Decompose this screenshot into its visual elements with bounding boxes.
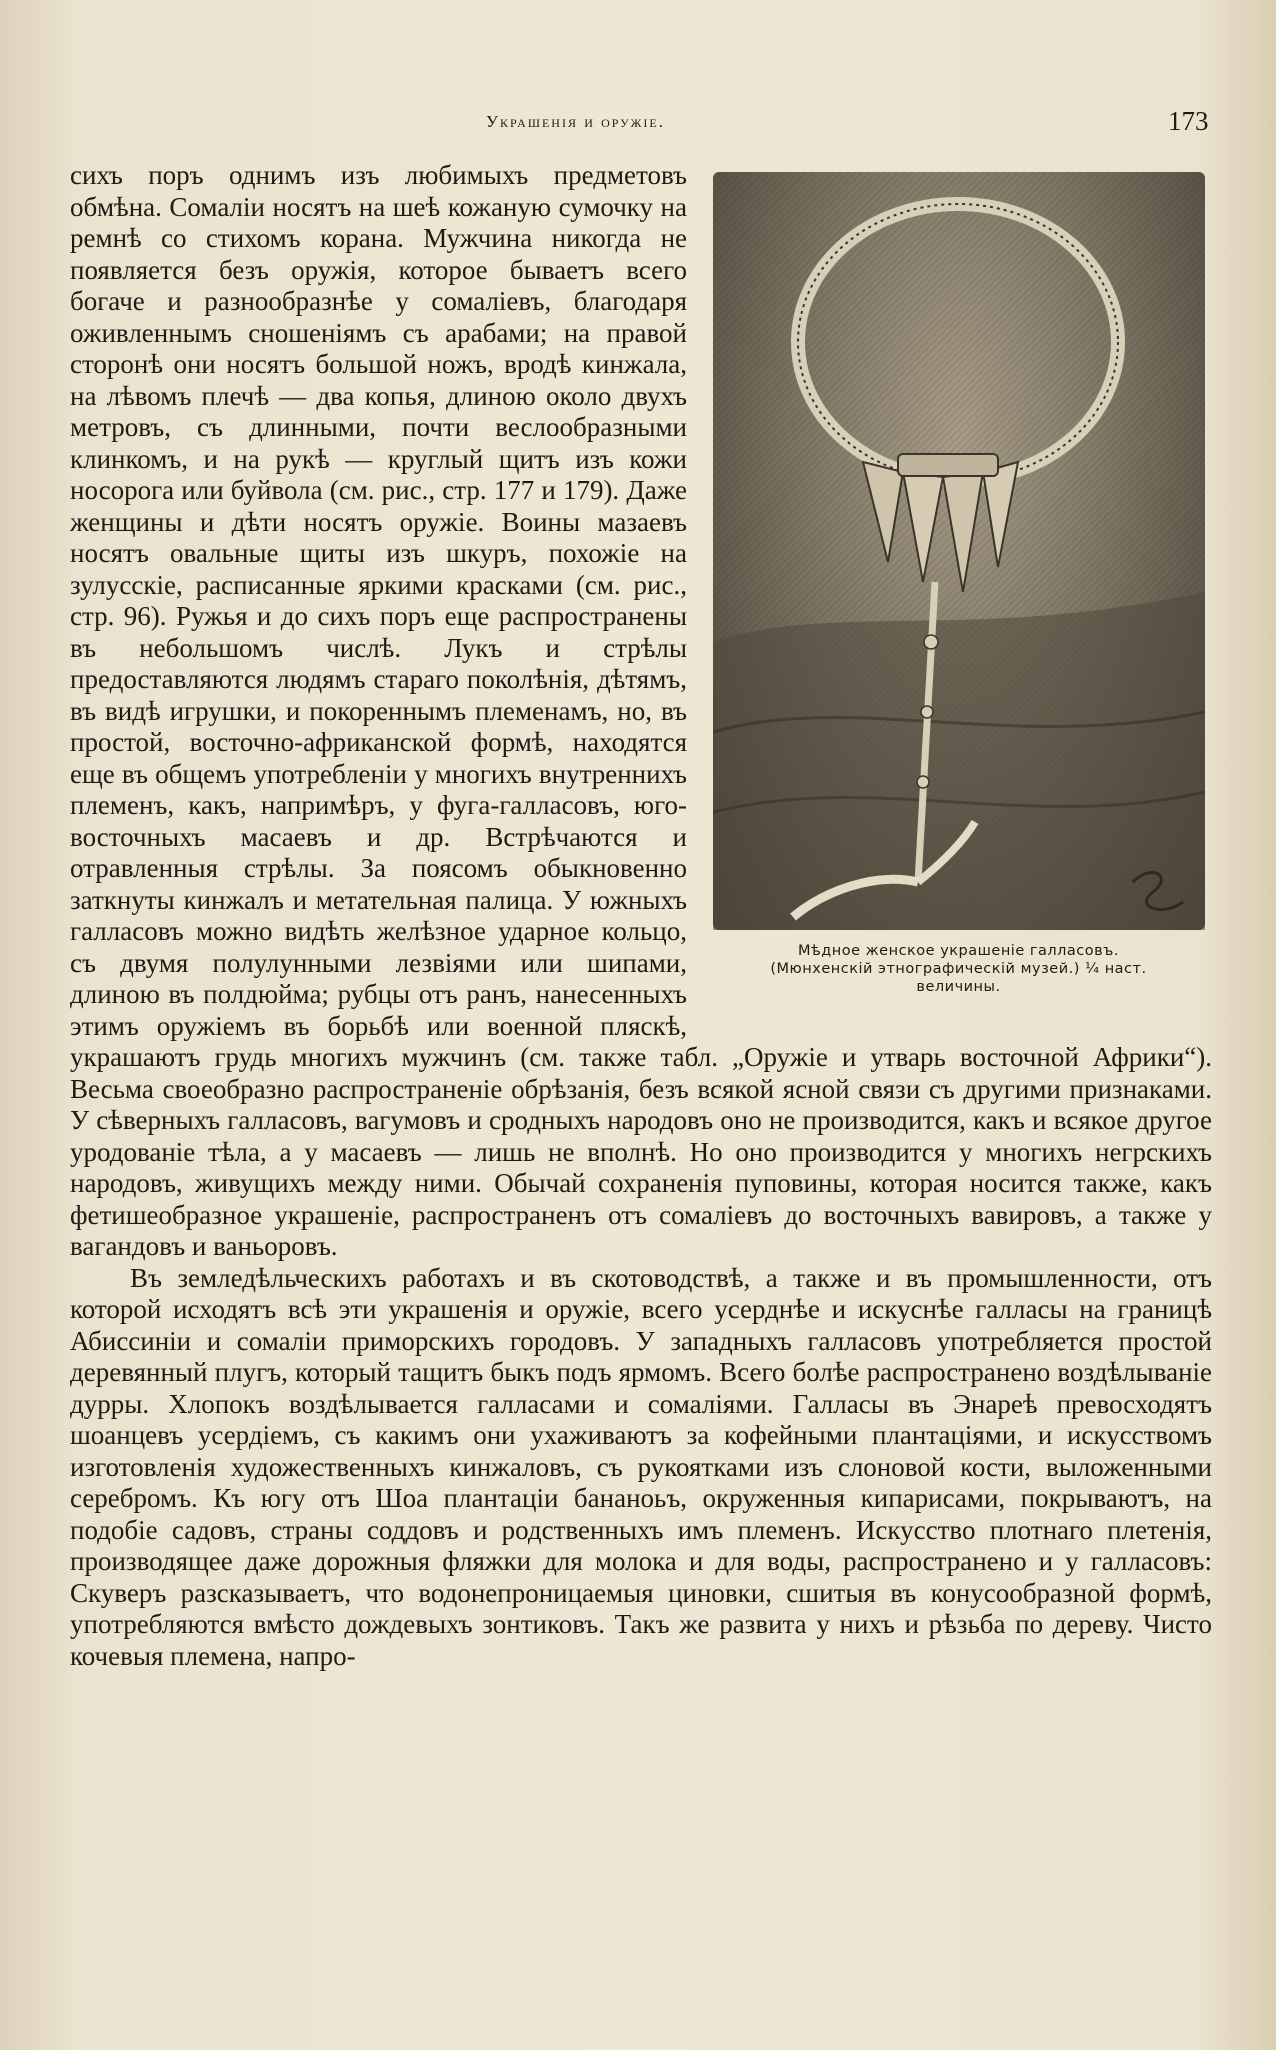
figure-caption [705,942,1212,996]
necklace-illustration [713,172,1205,930]
paragraph: Въ земледѣльческихъ работахъ и въ скотоводствѣ, а также и въ промышленности, отъ которой исходятъ всѣ эти украшенія и оружіе, всего усерднѣе и искуснѣе галласы на границѣ Абиссиніи и сомаліи приморскихъ городовъ. У западныхъ галласовъ употребляется простой деревянный плугъ, который тащитъ быкъ подъ ярмомъ. Всего болѣе распространено воздѣлываніе дурры. Хлопокъ воздѣлывается галласами и сомаліями. Галласы въ Энареѣ превосходятъ шоанцевъ усердіемъ, съ какимъ они ухаживаютъ за кофейными плантаціями, и искусствомъ изготовленія художественныхъ кинжаловъ, съ рукоятками изъ слоновой кости, выложенными серебромъ. Къ югу отъ Шоа плантаціи бананоьъ, окруженныя кипарисами, покрываютъ, на подобіе садовъ, страны соддовъ и родственныхъ имъ племенъ. Искусство плотнаго плетенія, производящее даже дорожныя фляжки для молока и для воды, распространено и у галласовъ: Скуверъ разсказываетъ, что водонепроницаемыя циновки, сшитыя въ конусообразной формѣ, употребляются вмѣсто дождевыхъ зонтиковъ. Такъ же развита у нихъ и рѣзьба по дереву. Чисто кочевыя племена, напро- [70,1262,1212,1671]
caption-line: величины. [916,979,1001,995]
running-title: Украшенія и оружіе. [486,112,665,131]
running-head [0,106,1276,142]
caption-line: Мѣдное женское украшеніе галласовъ. [797,943,1120,959]
page-number: 173 [1168,106,1209,136]
body-text [70,160,1212,1672]
figure [705,172,1212,1012]
caption-line: (Мюнхенскій этнографическій музей.) ¼ наст. [770,961,1147,977]
necklace-drawing [713,172,1205,930]
paragraph: сихъ поръ однимъ изъ любимыхъ предметовъ обмѣна. Сомаліи носятъ на шеѣ кожаную сумочку на ремнѣ со стихомъ корана. Мужчина никогда не появляется безъ оружія, которое бываетъ всего богаче и разнообразнѣе у сомаліевъ, благодаря оживленнымъ сношеніямъ съ арабами; на правой сторонѣ они носятъ большой ножъ, вродѣ кинжала, на лѣвомъ плечѣ — два копья, длиною около двухъ метровъ, съ длинными, почти веслообразными клинкомъ, и на рукѣ — круглый щитъ изъ кожи носорога или буйвола (см. рис., стр. 177 и 179). Даже женщины и дѣти носятъ оружіе. Воины мазаевъ носятъ овальные щиты изъ шкуръ, похожіе на зулусскіе, расписанные яркими красками (см. рис., стр. 96). Ружья и до сихъ поръ еще распространены въ небольшомъ числѣ. Лукъ и стрѣлы предоставляются людямъ стараго поколѣнія, дѣтямъ, въ видѣ игрушки, и покореннымъ племенамъ, но, въ простой, восточно-африканской формѣ, находятся еще въ общемъ употребленіи у многихъ внутреннихъ племенъ, какъ, напримѣръ, у фуга-галласовъ, юго-восточныхъ масаевъ и др. Встрѣчаются и отравленныя стрѣлы. За поясомъ обыкновенно заткнуты кинжалъ и метательная палица. У южныхъ галласовъ можно видѣть желѣзное ударное кольцо, съ двумя полулунными лезвіями или шипами, длиною въ полдюйма; рубцы отъ ранъ, нанесенныхъ этимъ оружіемъ въ борьбѣ или военной пляскѣ, украшаютъ грудь многихъ мужчинъ (см. также табл. „Оружіе и утварь восточной Африки“). Весьма своеобразно распространеніе обрѣзанія, безъ всякой ясной связи съ другими признаками. У сѣверныхъ галласовъ, вагумовъ и сродныхъ народовъ оно не производится, какъ и всякое другое уродованіе тѣла, а у масаевъ — лишь не вполнѣ. Но оно производится у многихъ негрскихъ народовъ, живущихъ между ними. Обычай сохраненія пуповины, которая носится также, какъ фетишеобразное украшеніе, распространенъ отъ сомаліевъ до восточныхъ вавировъ, а также у вагандовъ и ваньоровъ. [70,160,1212,1261]
